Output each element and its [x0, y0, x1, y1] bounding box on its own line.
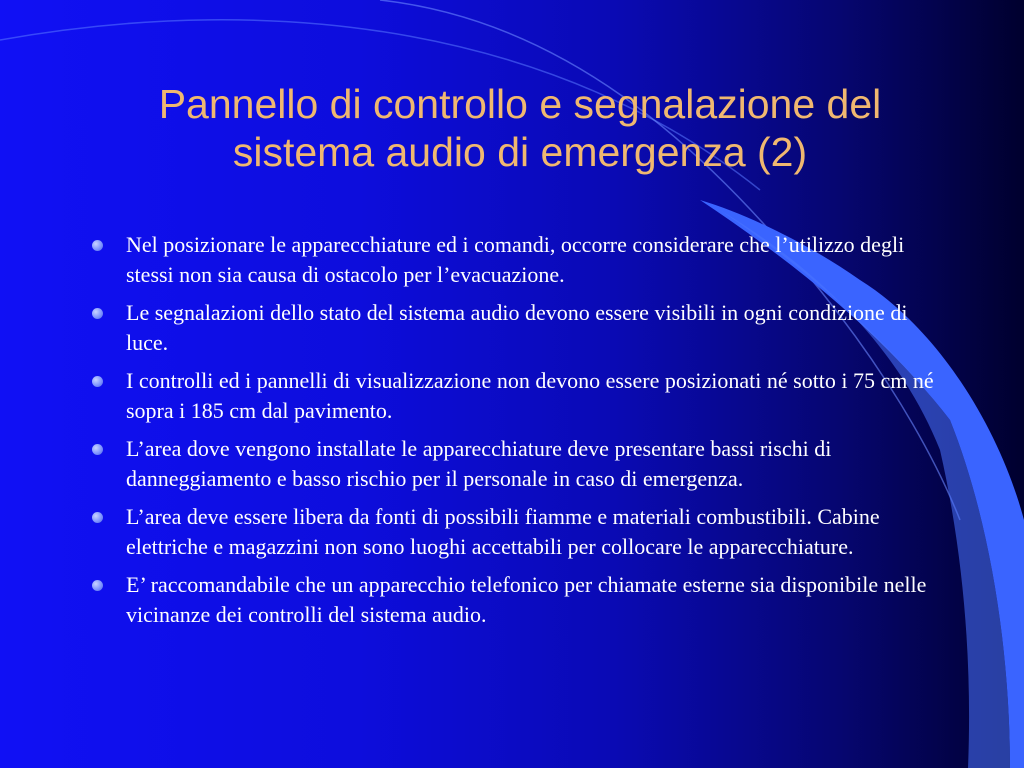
bullet-text: Nel posizionare le apparecchiature ed i comandi, occorre considerare che l’utilizzo degli stessi non sia causa di ostacolo per l’evacuazione. [126, 232, 905, 287]
bullet-text: Le segnalazioni dello stato del sistema audio devono essere visibili in ogni condizione di luce. [126, 300, 908, 355]
bullet-item [88, 230, 938, 290]
bullet-dot-icon [92, 512, 103, 523]
slide-title [60, 80, 980, 176]
title-line-1: Pannello di controllo e segnalazione del [158, 81, 882, 127]
bullet-item [88, 366, 938, 426]
bullet-dot-icon [92, 580, 103, 591]
bullet-item [88, 570, 938, 630]
bullet-dot-icon [92, 376, 103, 387]
bullet-dot-icon [92, 308, 103, 319]
bullet-item [88, 434, 938, 494]
bullet-dot-icon [92, 444, 103, 455]
bullet-text: L’area deve essere libera da fonti di possibili fiamme e materiali combustibili. Cabine elettriche e magazzini non sono luoghi accettabili per collocare le apparecchiature. [126, 504, 880, 559]
bullet-dot-icon [92, 240, 103, 251]
bullet-text: I controlli ed i pannelli di visualizzazione non devono essere posizionati né sotto i 75 cm né sopra i 185 cm dal pavimento. [126, 368, 934, 423]
title-line-2: sistema audio di emergenza (2) [232, 129, 808, 175]
bullet-item [88, 502, 938, 562]
bullet-item [88, 298, 938, 358]
bullet-text: E’ raccomandabile che un apparecchio telefonico per chiamate esterne sia disponibile nelle vicinanze dei controlli del sistema audio. [126, 572, 927, 627]
bullet-text: L’area dove vengono installate le apparecchiature deve presentare bassi rischi di danneggiamento e basso rischio per il personale in caso di emergenza. [126, 436, 832, 491]
bullet-list [88, 230, 938, 638]
